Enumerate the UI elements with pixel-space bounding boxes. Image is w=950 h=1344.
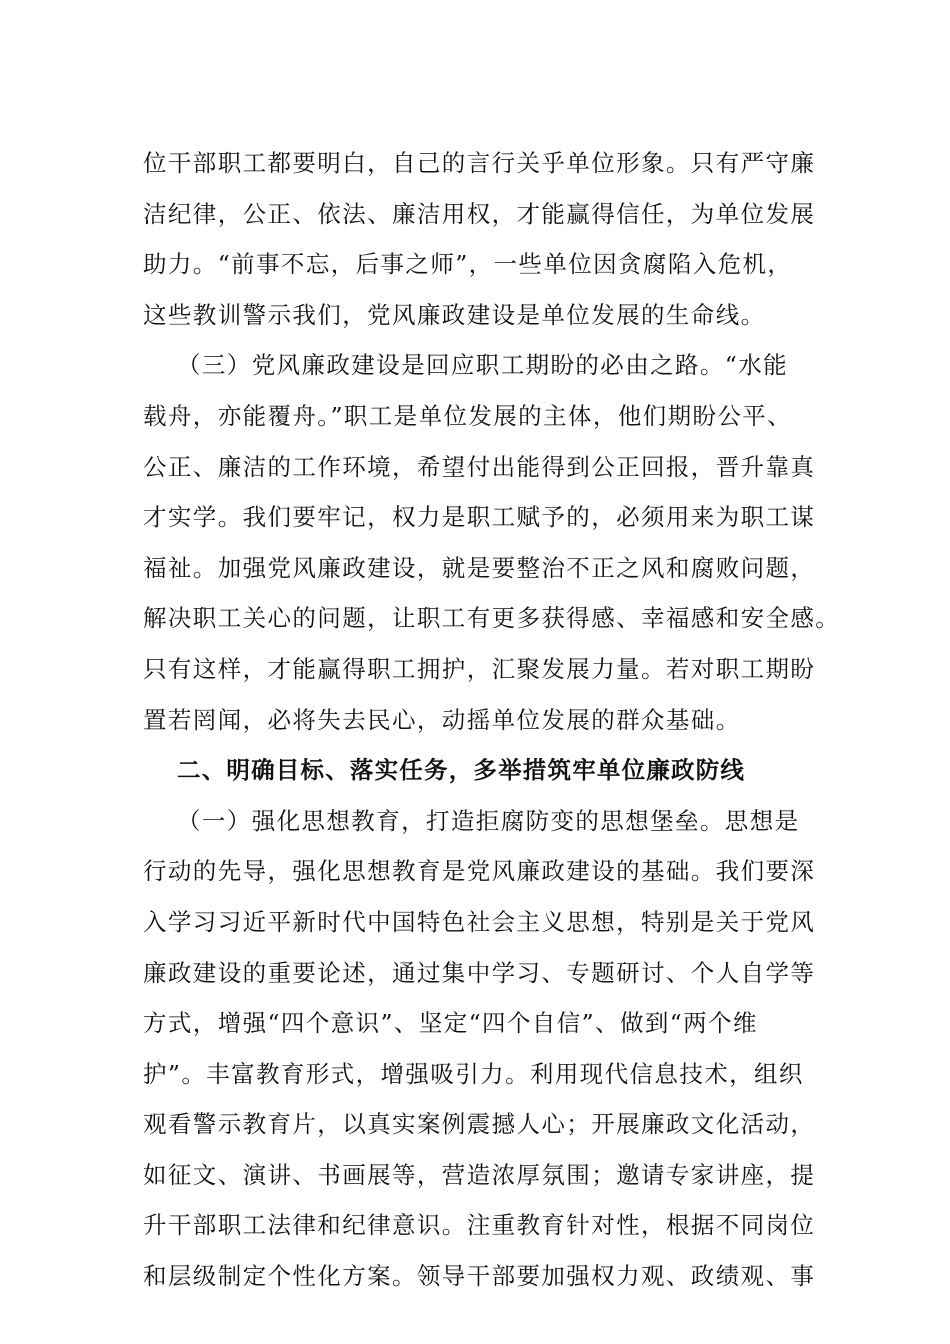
paragraph-staff-expectations — [143, 340, 843, 745]
text-line: 位干部职工都要明白，自己的言行关乎单位形象。只有严守廉 — [143, 149, 816, 177]
text-line: 如征文、演讲、书画展等，营造浓厚氛围；邀请专家讲座，提 — [143, 1160, 816, 1189]
text-line: （三）党风廉政建设是回应职工期盼的必由之路。“水能 — [177, 351, 789, 380]
document-body — [143, 138, 843, 1302]
text-line: 入学习习近平新时代中国特色社会主义思想，特别是关于党风 — [143, 907, 816, 936]
text-line: 这些教训警示我们，党风廉政建设是单位发展的生命线。 — [143, 300, 766, 329]
text-line: 置若罔闻，必将失去民心，动摇单位发展的群众基础。 — [143, 705, 741, 734]
text-line: 才实学。我们要牢记，权力是职工赋予的，必须用来为职工谋 — [143, 503, 816, 532]
text-line: 和层级制定个性化方案。领导干部要加强权力观、政绩观、事 — [143, 1262, 816, 1291]
text-line: 解决职工关心的问题，让职工有更多获得感、幸福感和安全感。 — [143, 604, 841, 633]
text-line: 方式，增强“四个意识”、坚定“四个自信”、做到“两个维 — [143, 1009, 758, 1038]
text-line: 观看警示教育片，以真实案例震撼人心；开展廉政文化活动， — [143, 1110, 816, 1139]
text-line: 行动的先导，强化思想教育是党风廉政建设的基础。我们要深 — [143, 857, 816, 886]
text-line: 护”。丰富教育形式，增强吸引力。利用现代信息技术，组织 — [143, 1059, 804, 1088]
text-line: 洁纪律，公正、依法、廉洁用权，才能赢得信任，为单位发展 — [143, 199, 816, 228]
paragraph-continued — [143, 138, 843, 340]
text-line: 升干部职工法律和纪律意识。注重教育针对性，根据不同岗位 — [143, 1211, 816, 1240]
text-line: （一）强化思想教育，打造拒腐防变的思想堡垒。思想是 — [177, 806, 800, 835]
section-heading: 二、明确目标、落实任务，多举措筑牢单位廉政防线 — [177, 756, 746, 785]
text-line: 公正、廉洁的工作环境，希望付出能得到公正回报，晋升靠真 — [143, 452, 816, 481]
text-line: 只有这样，才能赢得职工拥护，汇聚发展力量。若对职工期盼 — [143, 654, 816, 683]
paragraph-ideological-education — [143, 796, 843, 1302]
text-line: 廉政建设的重要论述，通过集中学习、专题研讨、个人自学等 — [143, 958, 816, 987]
text-line: 福祉。加强党风廉政建设，就是要整治不正之风和腐败问题， — [143, 553, 816, 582]
text-line: 助力。“前事不忘，后事之师”，一些单位因贪腐陷入危机， — [143, 250, 793, 279]
text-line: 载舟，亦能覆舟。”职工是单位发展的主体，他们期盼公平、 — [143, 401, 793, 430]
